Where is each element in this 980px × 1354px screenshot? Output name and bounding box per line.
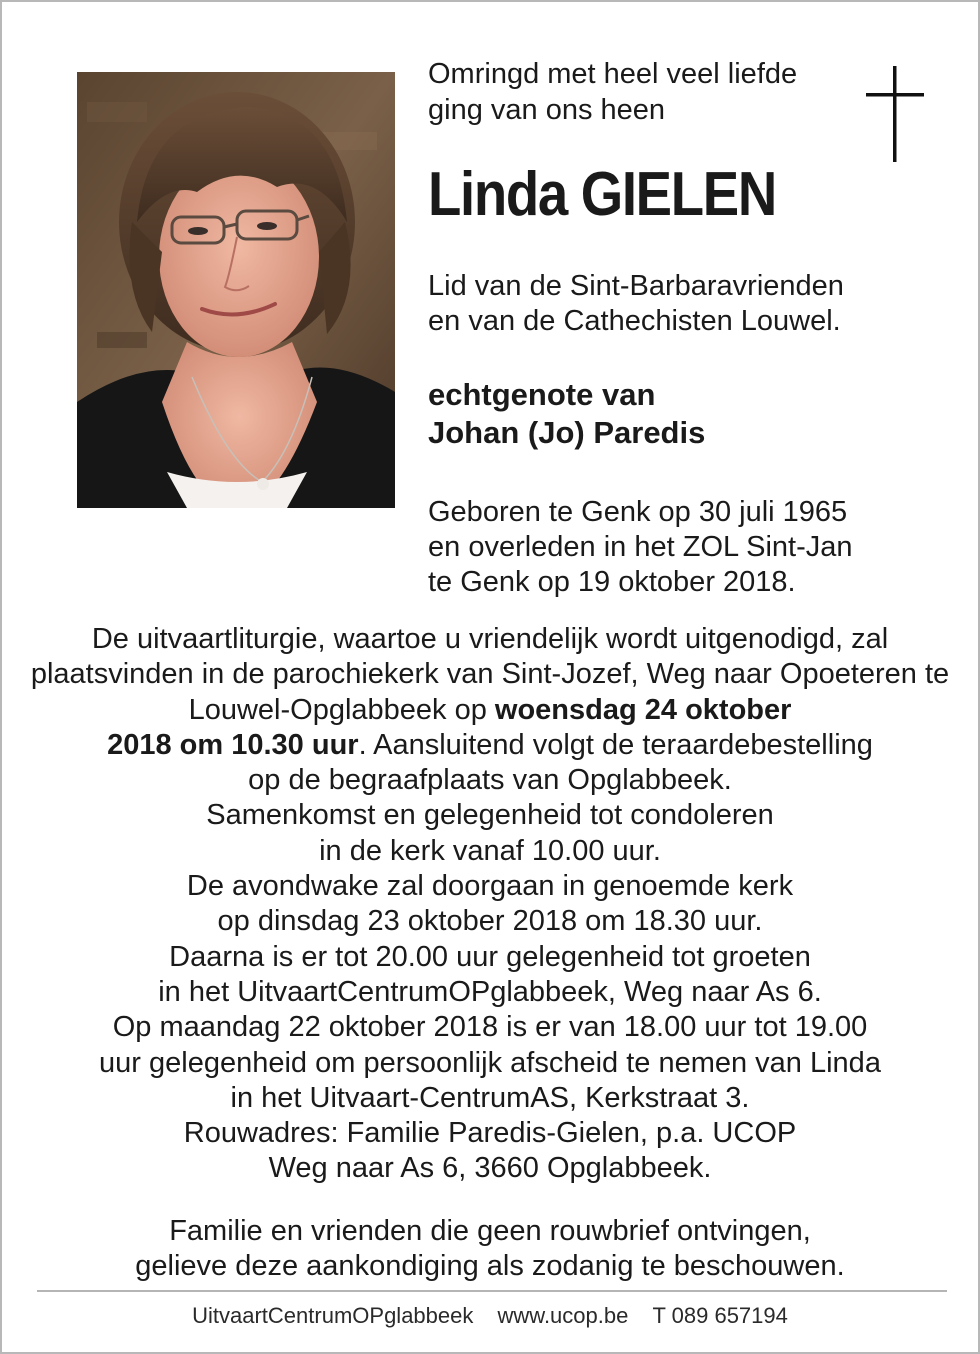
footer-divider: [37, 1290, 947, 1292]
footer: [2, 1302, 978, 1330]
detail-line: Op maandag 22 oktober 2018 is er van 18.00 uur tot 19.00: [112, 1011, 868, 1044]
funeral-details-continuation: . Aansluitend volgt de teraardebestelling: [358, 728, 873, 761]
detail-line: op de begraafplaats van Opglabbeek.: [248, 764, 732, 797]
footer-website[interactable]: www.ucop.be: [497, 1303, 629, 1328]
deceased-name: Linda GIELEN: [428, 160, 776, 229]
detail-line: in het Uitvaart-CentrumAS, Kerkstraat 3.: [230, 1081, 750, 1114]
detail-line: in de kerk vanaf 10.00 uur.: [319, 834, 661, 867]
portrait-photo: [77, 72, 395, 508]
funeral-time-bold: 2018 om 10.30 uur: [107, 728, 359, 761]
spouse-text: echtgenote van Johan (Jo) Paredis: [428, 377, 706, 450]
detail-line: in het UitvaartCentrumOPglabbeek, Weg naar As 6.: [158, 975, 822, 1008]
latin-cross-icon: [866, 66, 924, 162]
detail-line: De avondwake zal doorgaan in genoemde kerk: [186, 870, 794, 903]
footer-phone: T 089 657194: [652, 1303, 788, 1328]
detail-line: op dinsdag 23 oktober 2018 om 18.30 uur.: [217, 905, 763, 938]
detail-line: Samenkomst en gelegenheid tot condoleren: [206, 799, 774, 832]
funeral-date-bold: woensdag 24 oktober: [494, 693, 792, 726]
funeral-details-intro: De uitvaartliturgie, waartoe u vriendelijk wordt uitgenodigd, zal plaatsvinden in de parochiekerk van Sint-Jozef, Weg naar Opoeteren te Louwel-Opglabbeek op: [30, 623, 950, 726]
detail-line: Daarna is er tot 20.00 uur gelegenheid tot groeten: [169, 940, 811, 973]
detail-line: Weg naar As 6, 3660 Opglabbeek.: [268, 1152, 712, 1185]
funeral-details: [22, 622, 958, 1187]
membership-text: Lid van de Sint-Barbaravrienden en van de Cathechisten Louwel.: [428, 270, 844, 337]
detail-line: Rouwadres: Familie Paredis-Gielen, p.a. UCOP: [183, 1117, 797, 1150]
closing-text: Familie en vrienden die geen rouwbrief ontvingen, gelieve deze aankondiging als zodanig te beschouwen.: [135, 1215, 845, 1282]
intro-text: Omringd met heel veel liefde ging van ons heen: [428, 58, 798, 126]
birth-death-text: Geboren te Genk op 30 juli 1965 en overleden in het ZOL Sint-Jan te Genk op 19 oktober 2018.: [428, 496, 853, 598]
footer-company: UitvaartCentrumOPglabbeek: [192, 1303, 474, 1328]
detail-line: uur gelegenheid om persoonlijk afscheid te nemen van Linda: [99, 1046, 881, 1079]
